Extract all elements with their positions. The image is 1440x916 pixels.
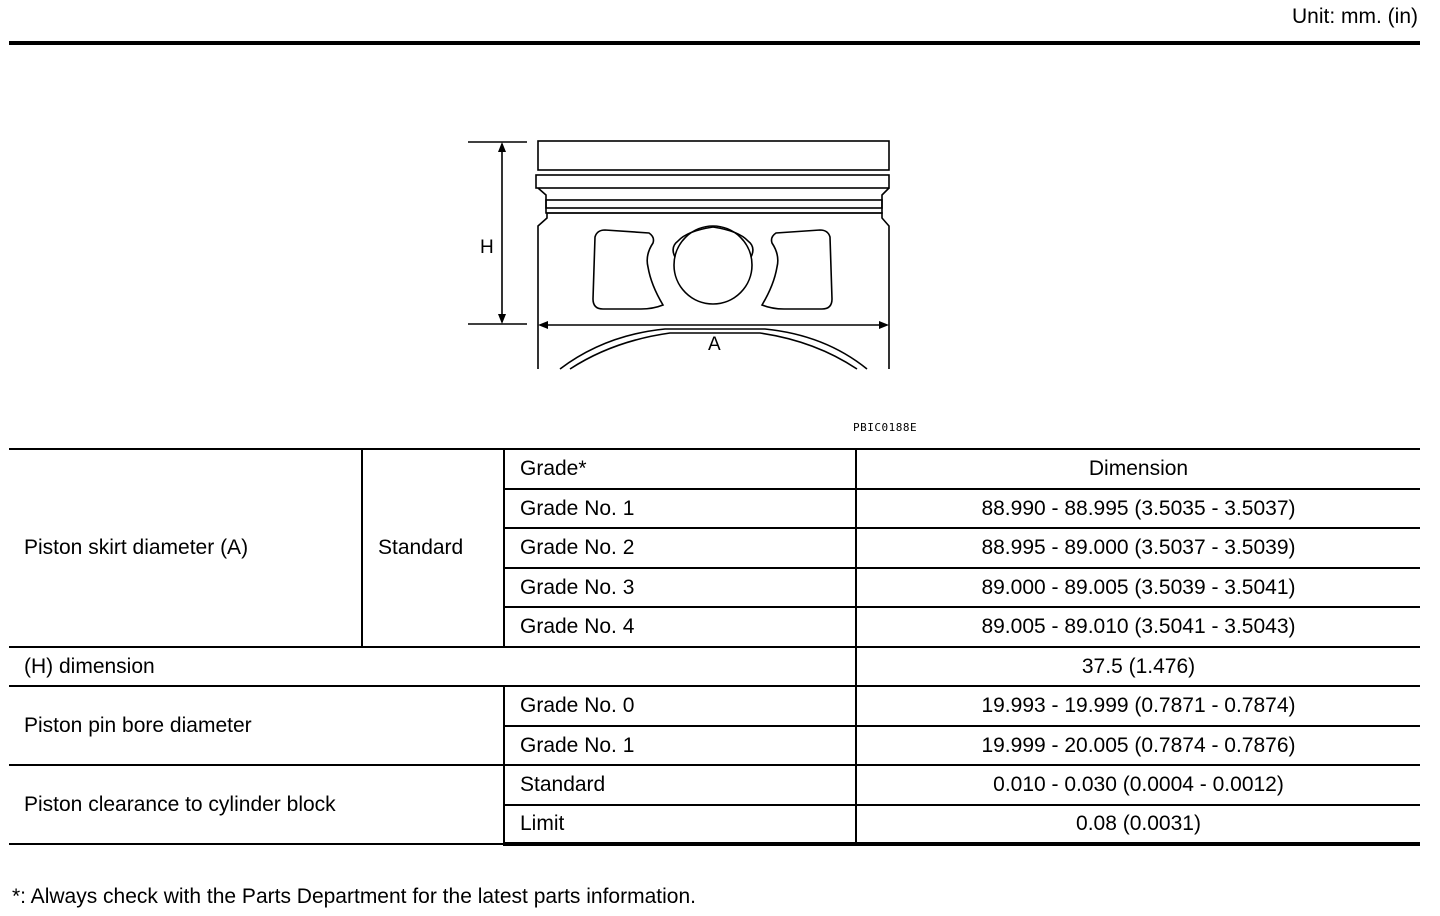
value-cell: 0.08 (0.0031) [856,805,1420,845]
top-rule [9,41,1420,45]
table-row [9,686,1420,726]
grade-header: Grade* [504,449,856,489]
value-cell: 89.005 - 89.010 (3.5041 - 3.5043) [856,607,1420,647]
grade-cell: Limit [504,805,856,845]
grade-cell: Grade No. 2 [504,528,856,568]
figure-code: PBIC0188E [853,421,918,434]
pin-bore-label: Piston pin bore diameter [9,686,504,765]
grade-cell: Grade No. 1 [504,489,856,529]
dimension-header: Dimension [856,449,1420,489]
footnote: *: Always check with the Parts Department for the latest parts information. [12,885,696,908]
grade-cell: Grade No. 4 [504,607,856,647]
value-cell: 88.990 - 88.995 (3.5035 - 3.5037) [856,489,1420,529]
value-cell: 89.000 - 89.005 (3.5039 - 3.5041) [856,568,1420,608]
piston-spec-table [9,448,1420,846]
skirt-standard-label: Standard [362,449,504,647]
clearance-label: Piston clearance to cylinder block [9,765,504,844]
table-row [9,449,1420,489]
grade-cell: Grade No. 0 [504,686,856,726]
value-cell: 0.010 - 0.030 (0.0004 - 0.0012) [856,765,1420,805]
grade-cell: Grade No. 3 [504,568,856,608]
skirt-diameter-label: Piston skirt diameter (A) [9,449,362,647]
h-dimension-row-label: (H) dimension [9,647,856,687]
table-row [9,647,1420,687]
unit-label: Unit: mm. (in) [1292,5,1418,28]
value-cell: 88.995 - 89.000 (3.5037 - 3.5039) [856,528,1420,568]
value-cell: 19.993 - 19.999 (0.7871 - 0.7874) [856,686,1420,726]
grade-cell: Standard [504,765,856,805]
table-row [9,765,1420,805]
value-cell: 37.5 (1.476) [856,647,1420,687]
grade-cell: Grade No. 1 [504,726,856,766]
h-dimension-label: H [480,237,494,258]
piston-diagram [465,135,905,375]
a-dimension-label: A [708,334,721,355]
value-cell: 19.999 - 20.005 (0.7874 - 0.7876) [856,726,1420,766]
